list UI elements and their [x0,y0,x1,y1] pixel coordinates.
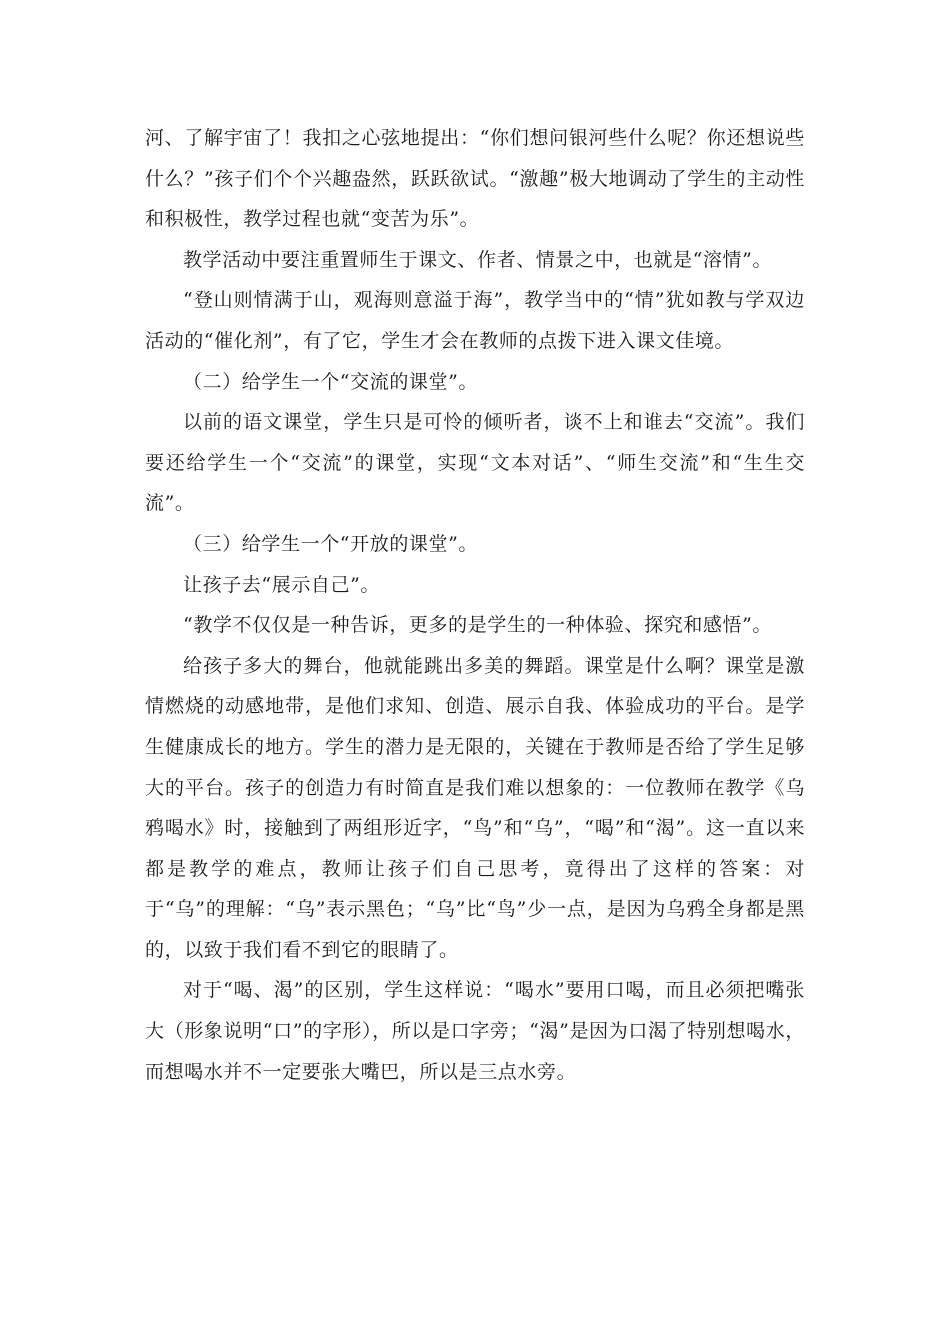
section-heading-open-classroom: （三）给学生一个“开放的课堂”。 [183,532,479,555]
paragraph-stage: 给孩子多大的舞台，他就能跳出多美的舞蹈。课堂是什么啊？课堂是激情燃烧的动感地带，是他们求知、创造、展示自我、体验成功的平台。是学生健康成长的地方。学生的潜力是无限的，关键在于教师是否给了学生足够大的平台。孩子的创造力有时简直是我们难以想象的：一位教师在教学《乌鸦喝水》时，接触到了两组形近字，“鸟”和“乌”，“喝”和“渴”。这一直以来都是教学的难点，教师让孩子们自己思考，竟得出了这样的答案：对于“乌”的理解：“乌”表示黑色；“乌”比“鸟”少一点，是因为乌鸦全身都是黑的，以致于我们看不到它的眼睛了。 [145,654,805,961]
paragraph-continuation: 河、了解宇宙了！我扣之心弦地提出：“你们想问银河些什么呢？你还想说些什么？”孩子们个个兴趣盎然，跃跃欲试。“激趣”极大地调动了学生的主动性和积极性，教学过程也就“变苦为乐”。 [145,127,805,231]
paragraph-quote-teaching: “教学不仅仅是一种告诉，更多的是学生的一种体验、探究和感悟”。 [183,614,773,637]
section-heading-communication: （二）给学生一个“交流的课堂”。 [183,370,479,393]
paragraph-show-yourself: 让孩子去“展示自己”。 [183,573,381,596]
paragraph-communication: 以前的语文课堂，学生只是可怜的倾听者，谈不上和谁去“交流”。我们要还给学生一个“交流”的课堂，实现“文本对话”、“师生交流”和“生生交流”。 [145,411,805,515]
document-page [145,118,805,1092]
paragraph-teaching-activity: 教学活动中要注重置师生于课文、作者、情景之中，也就是“溶情”。 [183,248,773,271]
paragraph-drink-thirst: 对于“喝、渴”的区别，学生这样说：“喝水”要用口喝，而且必须把嘴张大（形象说明“口”的字形），所以是口字旁；“渴”是因为口渴了特别想喝水，而想喝水并不一定要张大嘴巴，所以是三点水旁。 [145,979,805,1083]
paragraph-quote-mountain-sea: “登山则情满于山，观海则意溢于海”，教学当中的“情”犹如教与学双边活动的“催化剂”，有了它，学生才会在教师的点拨下进入课文佳境。 [145,289,805,352]
